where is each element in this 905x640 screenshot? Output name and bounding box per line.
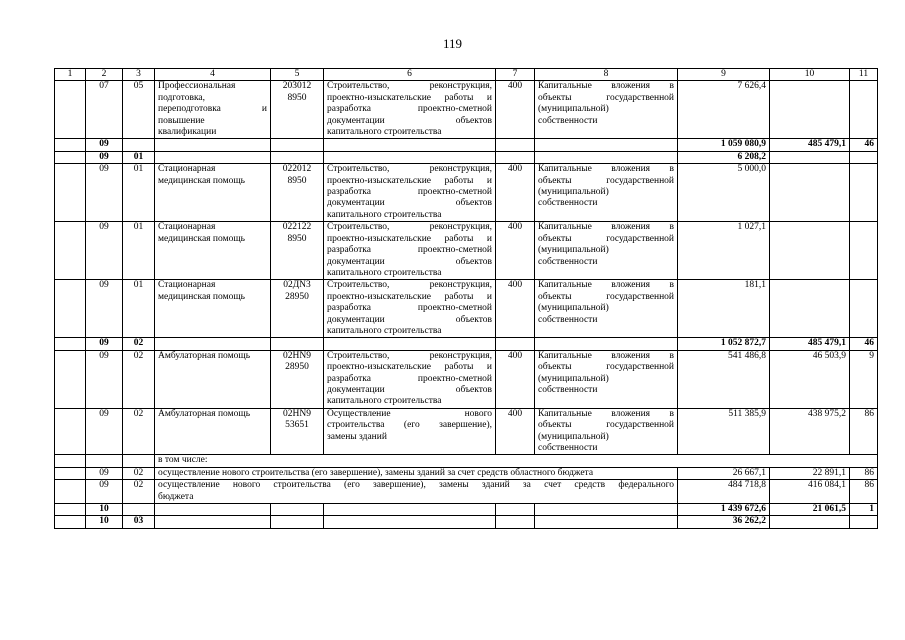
col-header-8: 8 [535,69,678,81]
text-line: замены зданий [327,431,387,442]
cell-name [155,408,271,455]
text-line: 8950 [287,233,307,244]
cell-col1 [55,516,86,528]
cell-target-code [271,350,324,408]
text-line: разработка проектно-сметной [327,187,492,198]
cell-subsection: 02 [123,408,155,455]
text-line: повышение [158,115,205,126]
cell-expense-name [535,280,678,338]
text-line: Осуществление нового [327,408,492,419]
cell-col1 [55,139,86,151]
cell-expense-type: 400 [496,81,535,139]
text-line: собственности [538,198,598,209]
cell-expense-name [535,81,678,139]
budget-table [54,68,878,529]
text-line: документации объектов [327,198,492,209]
text-line: капитального строительства [327,209,442,220]
text-line: Стационарная [158,280,216,291]
text-line: проектно-изыскательские работы и [327,233,492,244]
column-header-row [55,69,878,81]
cell-amount: 484 718,8 [678,480,770,504]
text-line: Капитальные вложения в [538,350,674,361]
including-note: в том числе: [155,455,878,467]
col-header-5: 5 [271,69,324,81]
cell-amount-2 [770,222,850,280]
cell-expense-name [535,350,678,408]
cell-col11: 46 [850,139,878,151]
cell-amount-2: 21 061,5 [770,504,850,516]
text-line: Строительство, реконструкция, [327,81,492,92]
text-line: 53651 [285,420,309,431]
cell-amount-2 [770,81,850,139]
cell-description-wide: осуществление нового строительства (его завершение), замены зданий за счет средств областного бюджета [155,467,678,479]
cell-amount-2: 416 084,1 [770,480,850,504]
text-line: 8950 [287,92,307,103]
text-line: Строительство, реконструкция, [327,222,492,233]
text-line: Строительство, реконструкция, [327,164,492,175]
text-line: подготовка, [158,92,206,103]
cell-section: 10 [86,516,123,528]
col-header-6: 6 [324,69,496,81]
cell-target-code [271,408,324,455]
cell-amount: 26 667,1 [678,467,770,479]
table-row [55,222,878,280]
cell-col11 [850,280,878,338]
text-line: проектно-изыскательские работы и [327,362,492,373]
text-line: капитального строительства [327,325,442,336]
cell-section: 09 [86,467,123,479]
cell-target-code [271,139,324,151]
cell-amount-2: 22 891,1 [770,467,850,479]
cell-section: 09 [86,338,123,350]
cell-section: 09 [86,151,123,163]
cell-amount-2 [770,280,850,338]
cell-amount: 1 052 872,7 [678,338,770,350]
cell-name [155,504,271,516]
text-line: (муниципальной) [538,303,609,314]
cell-subsection: 01 [123,151,155,163]
page-number: 119 [442,36,463,51]
cell-description [324,81,496,139]
cell-name [155,222,271,280]
col-header-2: 2 [86,69,123,81]
text-line: Капитальные вложения в [538,81,674,92]
cell-col11: 86 [850,408,878,455]
cell-section: 09 [86,408,123,455]
cell-amount: 7 626,4 [678,81,770,139]
cell-amount-2 [770,151,850,163]
cell-subsection: 01 [123,164,155,222]
cell-amount-2 [770,516,850,528]
text-line: (муниципальной) [538,431,609,442]
cell-subsection [123,504,155,516]
cell-expense-type [496,516,535,528]
text-line: осуществление нового строительства (его завершение), замены зданий за счет средств федерального [158,480,674,491]
text-line: собственности [538,314,598,325]
text-line: 28950 [285,362,309,373]
cell-col1 [55,151,86,163]
cell-subsection: 02 [123,350,155,408]
cell-col1 [55,222,86,280]
text-line: проектно-изыскательские работы и [327,92,492,103]
cell-subsection: 05 [123,81,155,139]
cell-expense-type [496,151,535,163]
text-line: медицинская помощь [158,175,245,186]
text-line: бюджета [158,491,194,502]
cell-col1 [55,338,86,350]
cell-name [155,151,271,163]
cell-target-code [271,81,324,139]
text-line: строительства (его завершение), [327,420,492,431]
cell-description [324,280,496,338]
text-line: 203012 [282,81,312,92]
cell-amount-2: 485 479,1 [770,338,850,350]
text-line: разработка проектно-сметной [327,303,492,314]
cell-col11: 1 [850,504,878,516]
cell-col11: 86 [850,480,878,504]
table-row [55,350,878,408]
text-line: (муниципальной) [538,187,609,198]
text-line: капитального строительства [327,267,442,278]
cell-expense-type: 400 [496,280,535,338]
text-line: объекты государственной [538,420,674,431]
text-line: собственности [538,384,598,395]
text-line: Амбулаторная помощь [158,350,251,361]
cell-section: 10 [86,504,123,516]
cell-amount: 5 000,0 [678,164,770,222]
text-line: 022122 [282,222,312,233]
cell-target-code [271,151,324,163]
cell-col1 [55,455,86,467]
col-header-4: 4 [155,69,271,81]
cell-description [324,164,496,222]
cell-subsection [123,139,155,151]
text-line: проектно-изыскательские работы и [327,291,492,302]
cell-amount: 511 385,9 [678,408,770,455]
cell-name [155,139,271,151]
cell-section: 09 [86,350,123,408]
cell-target-code [271,280,324,338]
cell-expense-type: 400 [496,222,535,280]
text-line: собственности [538,115,598,126]
cell-target-code [271,516,324,528]
text-line: Строительство, реконструкция, [327,350,492,361]
table-row [55,164,878,222]
cell-description-wide [155,480,678,504]
text-line: 02HN9 [283,408,311,419]
text-line: Стационарная [158,222,216,233]
subtotal-row [55,338,878,350]
subtotal-row [55,139,878,151]
cell-target-code [271,504,324,516]
cell-description [324,222,496,280]
cell-subsection: 02 [123,467,155,479]
cell-expense-name [535,139,678,151]
cell-description [324,139,496,151]
text-line: собственности [538,256,598,267]
cell-amount-2: 46 503,9 [770,350,850,408]
col-header-1: 1 [55,69,86,81]
cell-amount-2: 438 975,2 [770,408,850,455]
table-row [55,408,878,455]
cell-amount: 181,1 [678,280,770,338]
cell-subsection: 03 [123,516,155,528]
cell-name [155,164,271,222]
cell-description [324,151,496,163]
text-line: Капитальные вложения в [538,280,674,291]
text-line: Капитальные вложения в [538,222,674,233]
text-line: документации объектов [327,384,492,395]
cell-target-code [271,164,324,222]
text-line: (муниципальной) [538,245,609,256]
text-line: 28950 [285,291,309,302]
cell-description [324,350,496,408]
cell-description [324,516,496,528]
text-line: медицинская помощь [158,291,245,302]
cell-col11: 46 [850,338,878,350]
cell-expense-name [535,504,678,516]
cell-col1 [55,480,86,504]
cell-name [155,516,271,528]
cell-col1 [55,164,86,222]
cell-expense-name [535,338,678,350]
text-line: 8950 [287,175,307,186]
cell-target-code [271,222,324,280]
text-line: квалификации [158,127,217,138]
cell-name [155,81,271,139]
cell-expense-type: 400 [496,164,535,222]
text-line: медицинская помощь [158,233,245,244]
table-row [55,467,878,479]
text-line: Капитальные вложения в [538,164,674,175]
cell-amount: 36 262,2 [678,516,770,528]
cell-section [86,455,123,467]
cell-section: 09 [86,139,123,151]
cell-subsection: 01 [123,222,155,280]
text-line: 02HN9 [283,350,311,361]
cell-expense-name [535,151,678,163]
cell-col11 [850,516,878,528]
text-line: разработка проектно-сметной [327,245,492,256]
text-line: (муниципальной) [538,373,609,384]
col-header-9: 9 [678,69,770,81]
cell-amount: 1 439 672,6 [678,504,770,516]
col-header-11: 11 [850,69,878,81]
cell-description [324,408,496,455]
cell-expense-type [496,338,535,350]
cell-col1 [55,350,86,408]
cell-subsection: 02 [123,480,155,504]
col-header-7: 7 [496,69,535,81]
cell-col1 [55,504,86,516]
text-line: Строительство, реконструкция, [327,280,492,291]
cell-col1 [55,467,86,479]
cell-expense-type: 400 [496,350,535,408]
text-line: объекты государственной [538,362,674,373]
text-line: объекты государственной [538,175,674,186]
text-line: капитального строительства [327,127,442,138]
cell-col1 [55,408,86,455]
cell-amount: 6 208,2 [678,151,770,163]
cell-subsection: 02 [123,338,155,350]
text-line: проектно-изыскательские работы и [327,175,492,186]
cell-amount: 1 059 080,9 [678,139,770,151]
cell-expense-name [535,222,678,280]
cell-subsection: 01 [123,280,155,338]
cell-col11: 86 [850,467,878,479]
text-line: Амбулаторная помощь [158,408,251,419]
cell-expense-type [496,504,535,516]
text-line: разработка проектно-сметной [327,373,492,384]
cell-col11 [850,81,878,139]
cell-col11 [850,222,878,280]
cell-description [324,338,496,350]
table-row [55,81,878,139]
subtotal-row [55,516,878,528]
cell-amount-2 [770,164,850,222]
cell-target-code [271,338,324,350]
cell-section: 09 [86,480,123,504]
cell-expense-type: 400 [496,408,535,455]
cell-amount: 541 486,8 [678,350,770,408]
col-header-10: 10 [770,69,850,81]
cell-subsection [123,455,155,467]
cell-section: 09 [86,164,123,222]
cell-amount: 1 027,1 [678,222,770,280]
cell-col11 [850,164,878,222]
note-row [55,455,878,467]
cell-section: 07 [86,81,123,139]
cell-col1 [55,81,86,139]
text-line: 02ДN3 [283,280,311,291]
col-header-3: 3 [123,69,155,81]
text-line: Стационарная [158,164,216,175]
text-line: объекты государственной [538,233,674,244]
text-line: разработка проектно-сметной [327,104,492,115]
cell-col11 [850,151,878,163]
cell-expense-name [535,516,678,528]
cell-expense-name [535,164,678,222]
table-row [55,280,878,338]
cell-name [155,280,271,338]
cell-col11: 9 [850,350,878,408]
table-row [55,480,878,504]
text-line: собственности [538,443,598,453]
cell-section: 09 [86,222,123,280]
text-line: (муниципальной) [538,104,609,115]
text-line: документации объектов [327,256,492,267]
cell-section: 09 [86,280,123,338]
subtotal-row [55,151,878,163]
cell-description [324,504,496,516]
cell-col1 [55,280,86,338]
text-line: документации объектов [327,115,492,126]
text-line: объекты государственной [538,92,674,103]
text-line: Профессиональная [158,81,236,92]
subtotal-row [55,504,878,516]
cell-name [155,350,271,408]
cell-expense-type [496,139,535,151]
text-line: переподготовка и [158,104,267,115]
text-line: 022012 [282,164,312,175]
cell-expense-name [535,408,678,455]
text-line: объекты государственной [538,291,674,302]
text-line: Капитальные вложения в [538,408,674,419]
text-line: капитального строительства [327,396,442,407]
text-line: документации объектов [327,314,492,325]
cell-name [155,338,271,350]
cell-amount-2: 485 479,1 [770,139,850,151]
